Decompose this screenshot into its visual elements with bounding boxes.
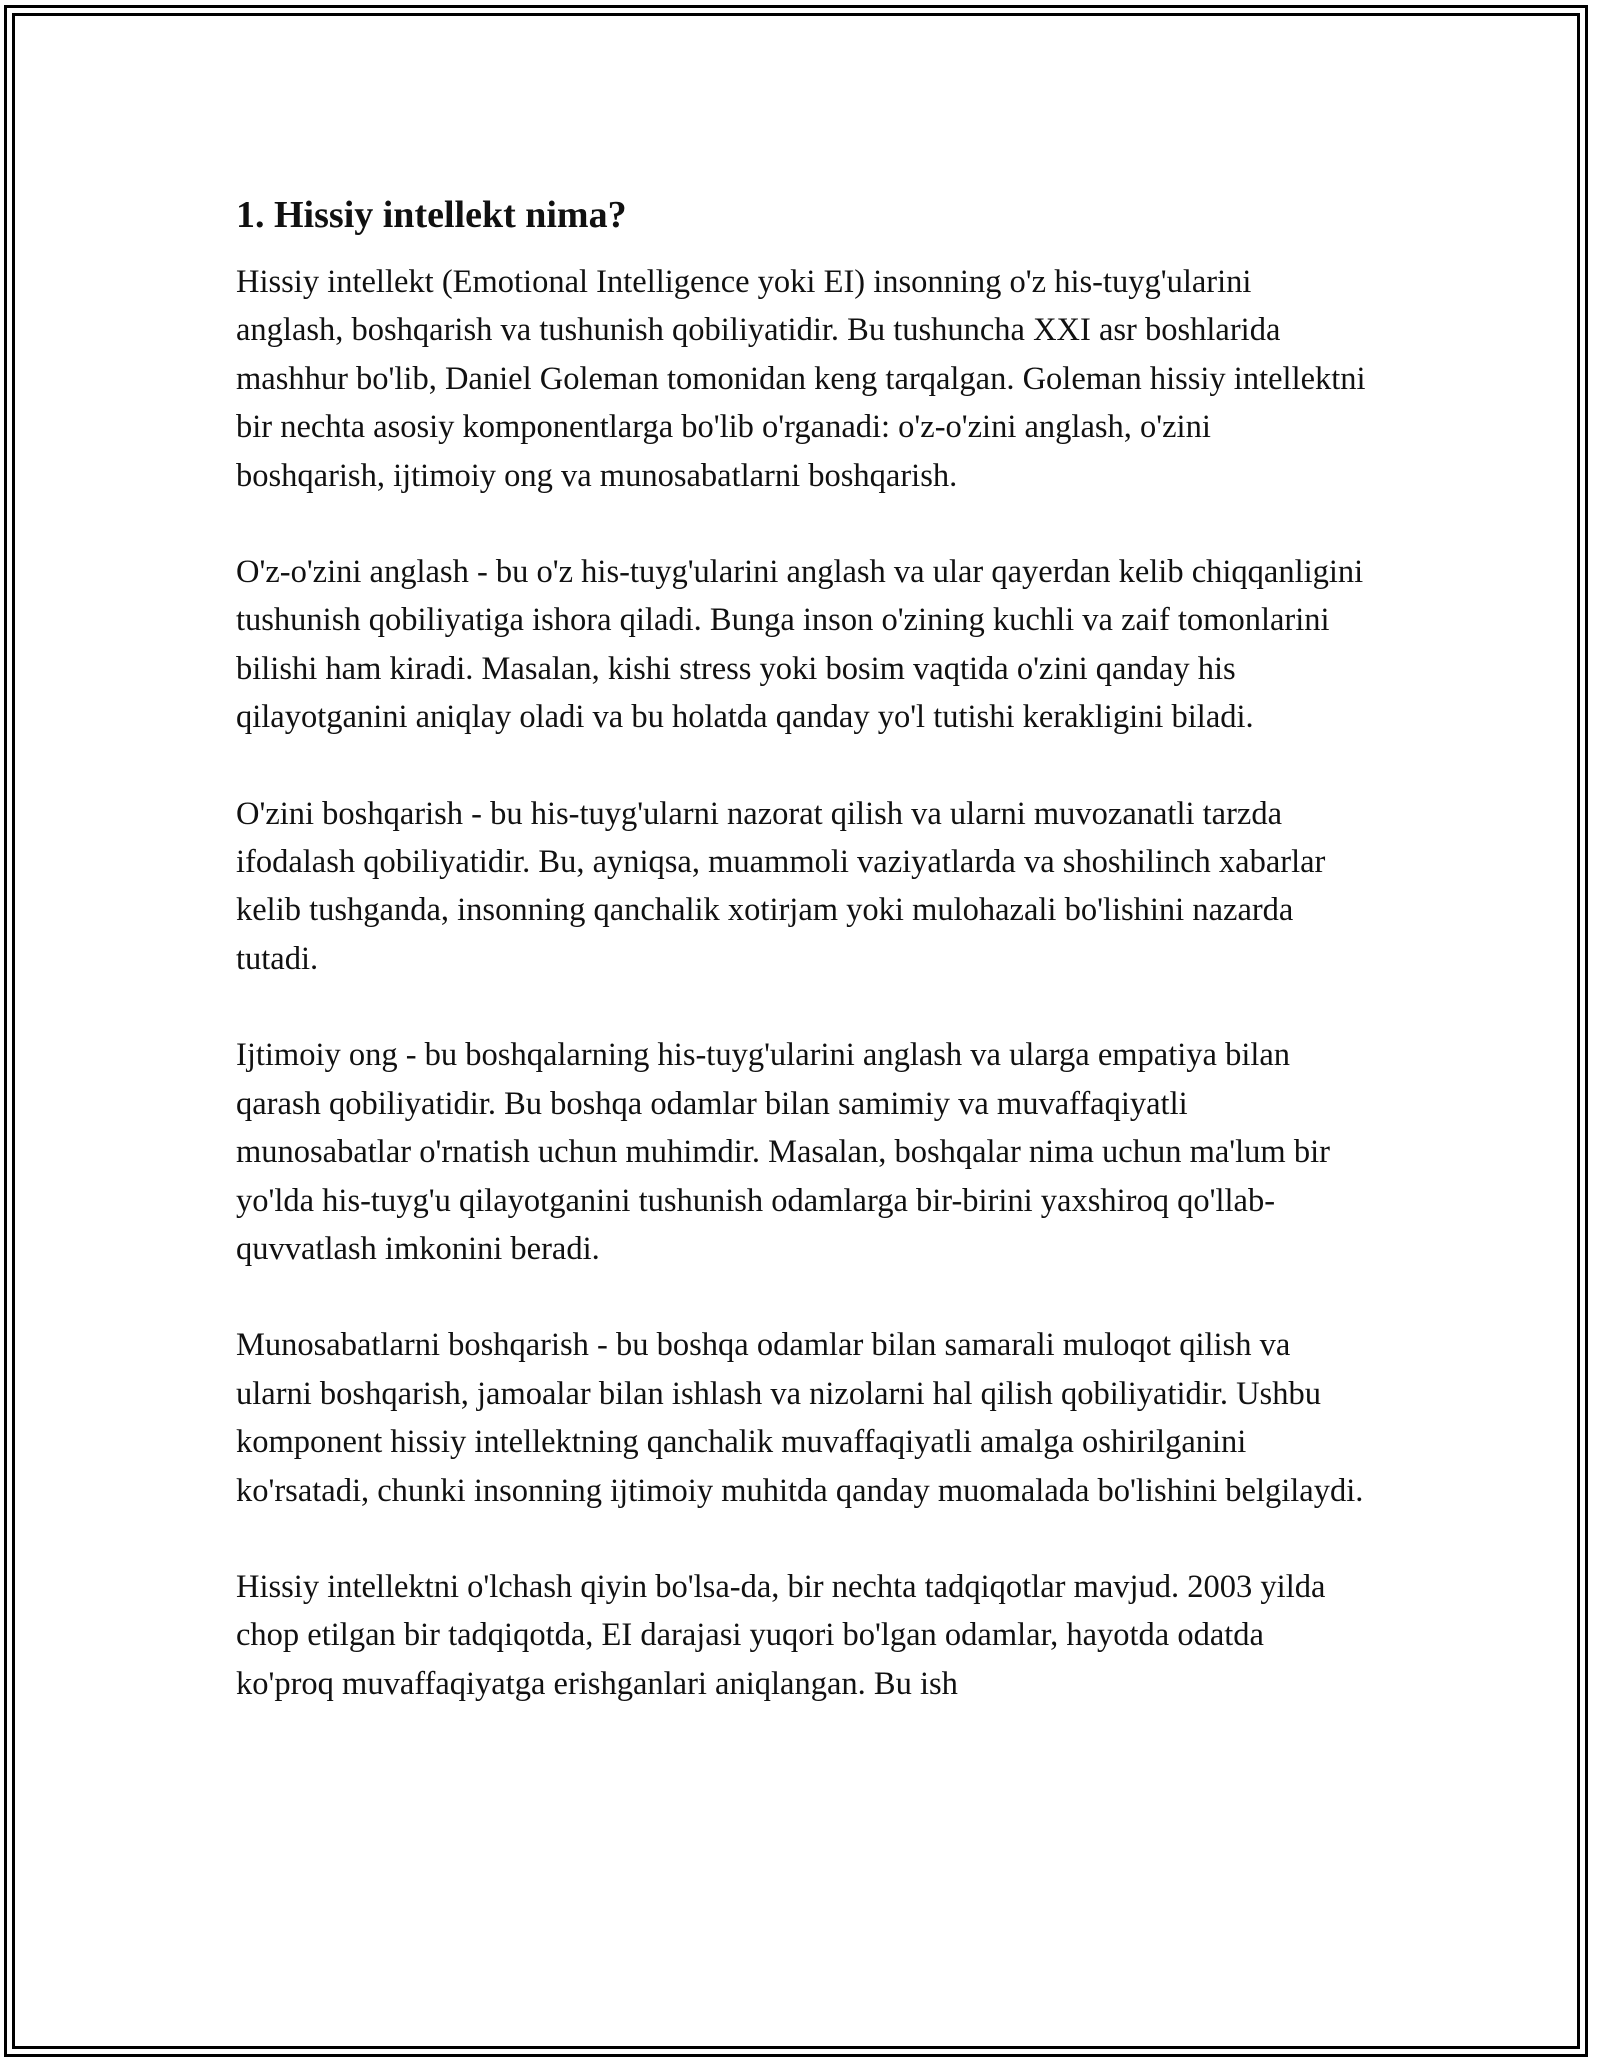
paragraph-social-awareness: Ijtimoiy ong - bu boshqalarning his-tuyg'ularini anglash va ularga empatiya bilan qarash qobiliyatidir. Bu boshqa odamlar bilan samimiy va muvaffaqiyatli munosabatlar o'rnatish uchun muhimdir. Masalan, boshqalar nima uchun ma'lum bir yo'lda his-tuyg'u qilayotganini tushunish odamlarga bir-birini yaxshiroq qo'llab-quvvatlash imkonini beradi. xyxy=(236,1037,1330,1267)
paragraph-measurement: Hissiy intellektni o'lchash qiyin bo'lsa-da, bir nechta tadqiqotlar mavjud. 2003 yilda chop etilgan bir tadqiqotda, EI darajasi yuqori bo'lgan odamlar, hayotda odatda ko'proq muvaffaqiyatga erishganlari aniqlangan. Bu ish xyxy=(236,1568,1326,1702)
document-body xyxy=(236,190,1366,1756)
paragraph-self-management: O'zini boshqarish - bu his-tuyg'ularni nazorat qilish va ularni muvozanatli tarzda ifodalash qobiliyatidir. Bu, ayniqsa, muammoli vaziyatlarda va shoshilinch xabarlar kelib tushganda, insonning qanchalik xotirjam yoki mulohazali bo'lishini nazarda tutadi. xyxy=(236,795,1326,977)
paragraph-intro: Hissiy intellekt (Emotional Intelligence yoki EI) insonning o'z his-tuyg'ularini anglash, boshqarish va tushunish qobiliyatidir. Bu tushuncha XXI asr boshlarida mashhur bo'lib, Daniel Goleman tomonidan keng tarqalgan. Goleman hissiy intellektni bir nechta asosiy komponentlarga bo'lib o'rganadi: o'z-o'zini anglash, o'zini boshqarish, ijtimoiy ong va munosabatlarni boshqarish. xyxy=(236,264,1366,494)
paragraph-self-awareness: O'z-o'zini anglash - bu o'z his-tuyg'ularini anglash va ular qayerdan kelib chiqqanligini tushunish qobiliyatiga ishora qiladi. Bunga inson o'zining kuchli va zaif tomonlarini bilishi ham kiradi. Masalan, kishi stress yoki bosim vaqtida o'zini qanday his qilayotganini aniqlay oladi va bu holatda qanday yo'l tutishi kerakligini biladi. xyxy=(236,554,1364,736)
paragraph-relationship-management: Munosabatlarni boshqarish - bu boshqa odamlar bilan samarali muloqot qilish va ularni boshqarish, jamoalar bilan ishlash va nizolarni hal qilish qobiliyatidir. Ushbu komponent hissiy intellektning qanchalik muvaffaqiyatli amalga oshirilganini ko'rsatadi, chunki insonning ijtimoiy muhitda qanday muomalada bo'lishini belgilaydi. xyxy=(236,1327,1364,1509)
section-heading: 1. Hissiy intellekt nima? xyxy=(236,194,627,236)
